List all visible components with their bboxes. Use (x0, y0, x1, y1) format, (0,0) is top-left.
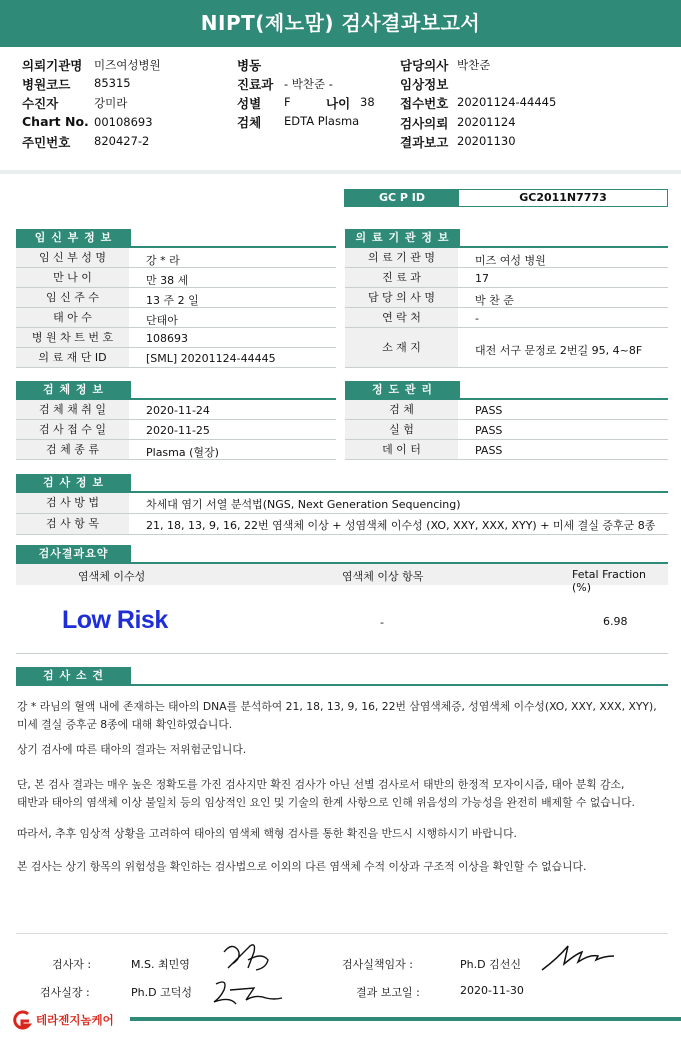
finding-line: 강 * 라님의 혈액 내에 존재하는 태아의 DNA를 분석하여 21, 18, 13, 9, 16, 22번 삼염색체증, 성염색체 이수성(XO, XXY, XXX, XYY), (17, 700, 657, 713)
pregnancy-section-title: 임 신 부 정 보 (16, 229, 131, 247)
dept-label: 진료과 (237, 77, 274, 92)
lab-head-label: 검사실책임자 : (342, 958, 413, 971)
spec-row-value: Plasma (혈장) (146, 446, 219, 459)
preg-row-value: 108693 (146, 332, 188, 345)
qc-row-value: PASS (475, 444, 503, 457)
sex-label: 성별 (237, 96, 262, 111)
specimen-section-title: 검 체 정 보 (16, 381, 131, 399)
report-label: 결과보고 (400, 135, 449, 150)
sex-value: F (284, 95, 291, 109)
age-value: 38 (360, 95, 375, 109)
row-divider (16, 534, 668, 535)
inst-row-value: 17 (475, 272, 489, 285)
preg-row-value: 강 * 라 (146, 254, 180, 267)
specimen-label: 검체 (237, 115, 262, 130)
preg-row-label: 태 아 수 (16, 308, 129, 327)
row-divider (16, 653, 668, 654)
qc-row-label: 데 이 터 (345, 440, 458, 459)
hospital-value: 미즈여성병원 (94, 58, 161, 72)
id-label: 주민번호 (22, 135, 71, 150)
institution-section-title: 의 료 기 관 정 보 (345, 229, 460, 247)
qc-section-title: 정 도 관 리 (345, 381, 460, 399)
inst-row-label: 진 료 과 (345, 268, 458, 287)
row-divider (16, 459, 336, 460)
preg-row-label: 병 원 차 트 번 호 (16, 328, 129, 347)
header-divider (0, 170, 681, 175)
preg-row-value: 13 주 2 일 (146, 294, 199, 307)
preg-row-label: 만 나 이 (16, 268, 129, 287)
code-value: 85315 (94, 76, 131, 90)
method-label: 검 사 방 법 (16, 493, 129, 513)
fetal-fraction-value: 6.98 (603, 615, 628, 628)
hospital-label: 의뢰기관명 (22, 58, 83, 73)
lab-chief-label: 검사실장 : (40, 986, 90, 999)
inst-row-value: 미즈 여성 병원 (475, 254, 546, 267)
finding-paragraph-2: 상기 검사에 따른 태아의 결과는 저위험군입니다. (17, 743, 247, 756)
report-date-label: 결과 보고일 : (356, 986, 420, 999)
finding-line: 단, 본 검사 결과는 매우 높은 정확도를 가진 검사지만 확진 검사가 아닌 선별 검사로서 태반의 한정적 모자이시즘, 태아 분획 감소, (17, 778, 625, 791)
items-value: 21, 18, 13, 9, 16, 22번 염색체 이상 + 성염색체 이수성 (XO, XXY, XXX, XYY) + 미세 결실 증후군 8종 (146, 519, 656, 532)
inst-row-label: 담 당 의 사 명 (345, 288, 458, 307)
row-divider (345, 459, 668, 460)
summary-section-title: 검사결과요약 (16, 545, 131, 563)
preg-row-label: 임 신 주 수 (16, 288, 129, 307)
inst-row-label: 연 락 처 (345, 308, 458, 327)
qc-row-value: PASS (475, 424, 503, 437)
id-value: 820427-2 (94, 134, 150, 148)
finding-paragraph-4: 따라서, 추후 임상적 상황을 고려하여 태아의 염색체 핵형 검사를 통한 확진을 반드시 시행하시기 바랍니다. (17, 827, 517, 840)
preg-row-value: [SML] 20201124-44445 (146, 352, 276, 365)
finding-paragraph-1 (17, 698, 677, 734)
qc-row-label: 검 체 (345, 400, 458, 419)
items-label: 검 사 항 목 (16, 514, 129, 534)
footer-rule (130, 1017, 681, 1021)
spec-row-label: 검 체 종 류 (16, 440, 129, 459)
report-title: NIPT(제노맘) 검사결과보고서 (0, 0, 681, 47)
gcpid-label: GC P ID (345, 190, 459, 206)
spec-row-value: 2020-11-24 (146, 404, 210, 417)
col-aneuploidy: 염색체 이수성 (78, 570, 146, 583)
inst-row-value: - (475, 312, 479, 325)
inst-row-label: 의 료 기 관 명 (345, 248, 458, 267)
age-label: 나이 (326, 96, 351, 111)
spec-row-label: 검 사 접 수 일 (16, 420, 129, 439)
spec-row-value: 2020-11-25 (146, 424, 210, 437)
test-section-title: 검 사 정 보 (16, 474, 131, 492)
patient-value: 강미라 (94, 96, 128, 110)
row-divider (345, 367, 668, 368)
abnormal-value: - (380, 616, 384, 629)
lab-head-signature (538, 940, 618, 976)
chart-value: 00108693 (94, 115, 153, 129)
report-date-value: 2020-11-30 (460, 984, 524, 997)
col-fetal-fraction: Fetal Fraction (%) (572, 568, 647, 594)
tester-name: M.S. 최민영 (131, 958, 190, 971)
receipt-label: 접수번호 (400, 96, 449, 111)
chart-label: Chart No. (22, 114, 89, 129)
lab-chief-signature (210, 976, 286, 1012)
spec-row-label: 검 체 채 취 일 (16, 400, 129, 419)
tester-label: 검사자 : (52, 958, 92, 971)
patient-header (0, 48, 681, 154)
preg-row-value: 만 38 세 (146, 274, 189, 287)
doctor-value: 박찬준 (457, 58, 491, 72)
dept-value: - 박찬준 - (284, 77, 333, 91)
lab-chief-name: Ph.D 고덕성 (131, 986, 192, 999)
report-value: 20201130 (457, 134, 516, 148)
finding-paragraph-5: 본 검사는 상기 항목의 위험성을 확인하는 검사법으로 이외의 다른 염색체 수적 이상과 구조적 이상을 확인할 수 없습니다. (17, 860, 587, 873)
clinical-label: 임상정보 (400, 77, 449, 92)
code-label: 병원코드 (22, 77, 71, 92)
preg-row-label: 임 신 부 성 명 (16, 248, 129, 267)
ward-label: 병동 (237, 58, 262, 73)
company-name: 테라젠지놈케어 (36, 1013, 114, 1027)
row-divider (16, 367, 336, 368)
gcpid-value: GC2011N7773 (519, 191, 607, 204)
preg-row-label: 의 료 재 단 ID (16, 348, 129, 367)
finding-paragraph-3 (17, 776, 677, 812)
signature-divider (16, 933, 668, 934)
request-label: 검사의뢰 (400, 116, 449, 131)
finding-line: 미세 결실 증후군 8종에 대해 확인하였습니다. (17, 718, 233, 731)
risk-result: Low Risk (62, 606, 168, 634)
receipt-value: 20201124-44445 (457, 95, 557, 109)
gcpid-box (344, 189, 668, 207)
method-value: 차세대 염기 서열 분석법(NGS, Next Generation Sequencing) (146, 498, 461, 511)
col-abnormal: 염색체 이상 항목 (342, 570, 424, 583)
request-value: 20201124 (457, 115, 516, 129)
doctor-label: 담당의사 (400, 58, 449, 73)
preg-row-value: 단태아 (146, 314, 178, 327)
inst-row-value: 박 찬 준 (475, 294, 514, 307)
tester-signature (218, 938, 274, 978)
summary-header-row (16, 564, 668, 594)
company-logo-icon (10, 1010, 34, 1030)
qc-row-label: 실 험 (345, 420, 458, 439)
findings-section-title: 검 사 소 견 (16, 667, 131, 685)
findings-rule (16, 684, 668, 686)
inst-row-label: 소 재 지 (345, 328, 458, 367)
inst-row-value: 대전 서구 문정로 2번길 95, 4~8F (475, 344, 643, 357)
finding-line: 태반과 태아의 염색체 이상 불일치 등의 임상적인 요인 및 기술의 한계 사항으로 인해 위음성의 가능성을 완전히 배제할 수 없습니다. (17, 796, 635, 809)
patient-label: 수진자 (22, 96, 59, 111)
qc-row-value: PASS (475, 404, 503, 417)
lab-head-name: Ph.D 김선신 (460, 958, 521, 971)
specimen-value: EDTA Plasma (284, 114, 360, 128)
